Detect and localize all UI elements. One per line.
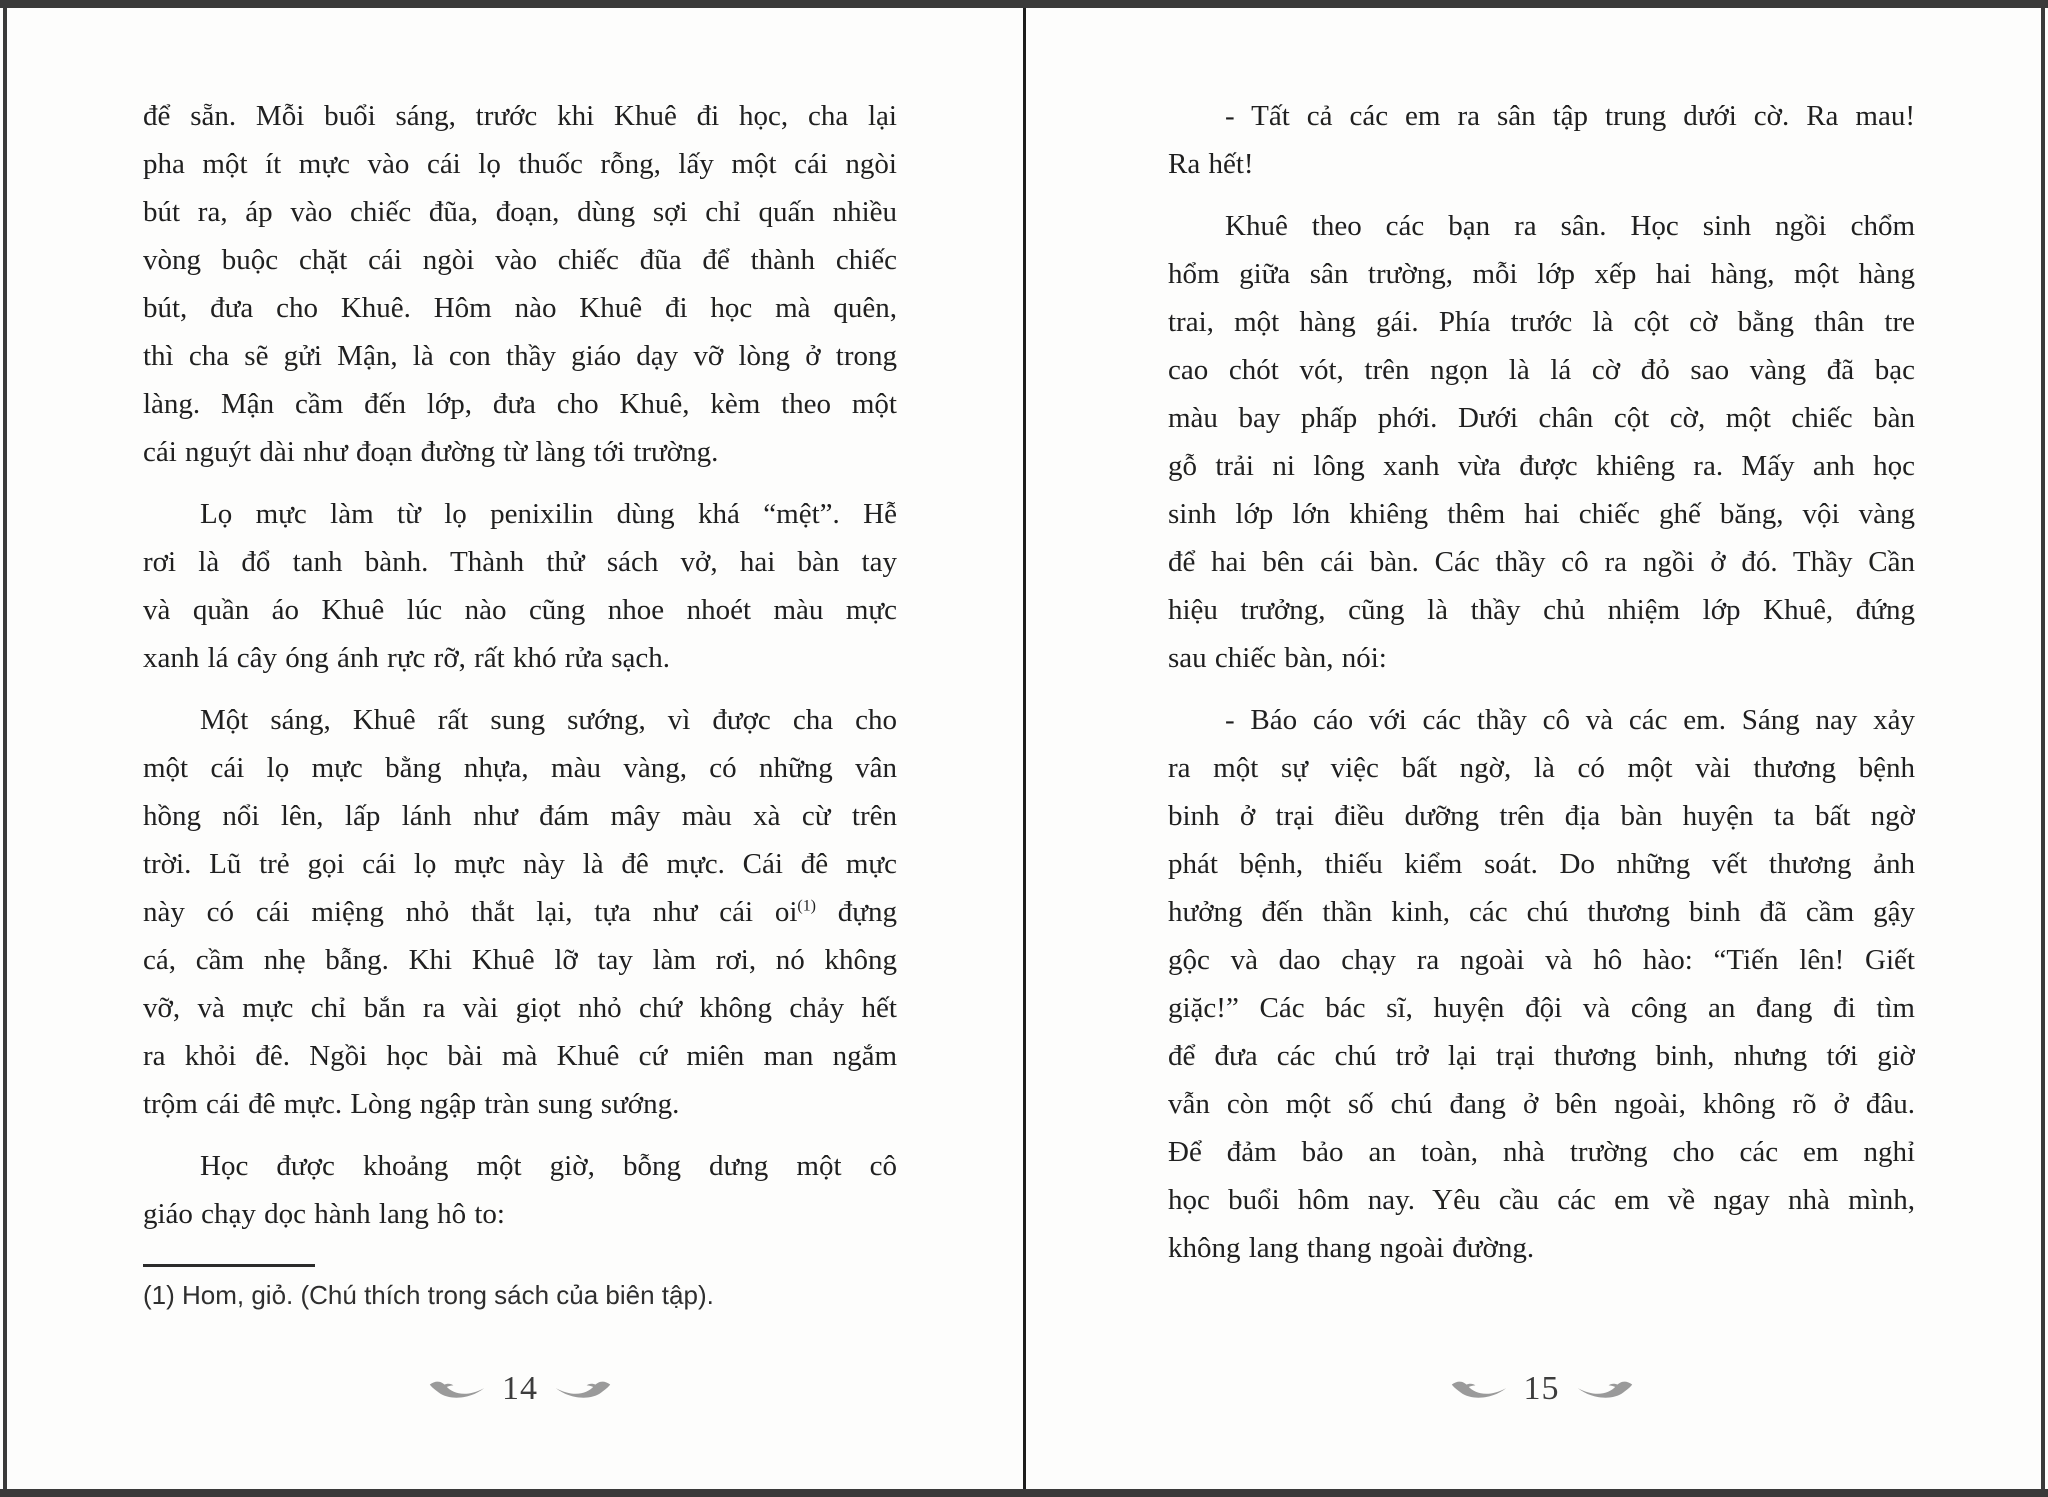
text-line: Để đảm bảo an toàn, nhà trường cho các em nghỉ — [1168, 1136, 1915, 1168]
text-line: để hai bên cái bàn. Các thầy cô ra ngồi ở đó. Thầy Cần — [1168, 546, 1915, 578]
text-line: không lang thang ngoài đường. — [1168, 1232, 1535, 1264]
text-line: cao chót vót, trên ngọn là lá cờ đỏ sao vàng đã bạc — [1168, 354, 1915, 386]
text-line: để đưa các chú trở lại trại thương binh, nhưng tới giờ — [1168, 1040, 1915, 1072]
text-line: Ra hết! — [1168, 148, 1254, 180]
flourish-icon — [1450, 1378, 1508, 1400]
text-line: sau chiếc bàn, nói: — [1168, 642, 1387, 674]
text-line: ra một sự việc bất ngờ, là có một vài thương bệnh — [1168, 752, 1915, 784]
flourish-icon — [428, 1378, 486, 1400]
text-line: phát bệnh, thiếu kiểm soát. Do những vết thương ảnh — [1168, 848, 1915, 880]
paragraph — [143, 1142, 897, 1238]
paragraph — [143, 490, 897, 682]
text-line: để sẵn. Mỗi buổi sáng, trước khi Khuê đi học, cha lại — [143, 100, 897, 132]
page-number: 14 — [502, 1370, 538, 1407]
footnote: (1) Hom, giỏ. (Chú thích trong sách của biên tập). — [143, 1280, 714, 1310]
page-number-right — [1168, 1372, 1915, 1406]
paragraph — [143, 696, 897, 1128]
text-line: vòng buộc chặt cái ngòi vào chiếc đũa để thành chiếc — [143, 244, 897, 276]
page-divider-line — [1023, 8, 1026, 1489]
text-line: hưởng đến thần kinh, các chú thương binh đã cầm gậy — [1168, 896, 1915, 928]
footnote-ref: (1) — [797, 897, 816, 915]
text-line: thì cha sẽ gửi Mận, là con thầy giáo dạy vỡ lòng ở trong — [143, 340, 897, 372]
frame-bottom-line — [0, 1489, 2048, 1497]
text-line: giáo chạy dọc hành lang hô to: — [143, 1198, 505, 1230]
paragraph — [143, 92, 897, 476]
text-line: học buổi hôm nay. Yêu cầu các em về ngay nhà mình, — [1168, 1184, 1915, 1216]
text-line: Lọ mực làm từ lọ penixilin dùng khá “mệt”. Hễ — [200, 498, 897, 530]
text-line: gỗ trải ni lông xanh vừa được khiêng ra. Mấy anh học — [1168, 450, 1915, 482]
text-line: gộc và dao chạy ra ngoài và hô hào: “Tiến lên! Giết — [1168, 944, 1915, 976]
text-line: - Báo cáo với các thầy cô và các em. Sáng nay xảy — [1225, 704, 1915, 736]
paragraph — [1168, 696, 1915, 1272]
text-line: sinh lớp lớn khiêng thêm hai chiếc ghế băng, vội vàng — [1168, 498, 1915, 530]
text-line: một cái lọ mực bằng nhựa, màu vàng, có những vân — [143, 752, 897, 784]
text-line: hồng nổi lên, lấp lánh như đám mây màu xà cừ trên — [143, 800, 897, 832]
text-line: cá, cầm nhẹ bẫng. Khi Khuê lỡ tay làm rơi, nó không — [143, 944, 897, 976]
frame-right-line — [2041, 0, 2045, 1497]
frame-left-line — [3, 0, 7, 1497]
text-line: làng. Mận cầm đến lớp, đưa cho Khuê, kèm theo một — [143, 388, 897, 420]
flourish-icon — [554, 1378, 612, 1400]
page-left-text — [143, 92, 897, 1238]
text-line: trai, một hàng gái. Phía trước là cột cờ bằng thân tre — [1168, 306, 1915, 338]
text-line: vỡ, và mực chỉ bắn ra vài giọt nhỏ chứ không chảy hết — [143, 992, 897, 1024]
frame-top-line — [0, 0, 2048, 8]
text-line: hiệu trưởng, cũng là thầy chủ nhiệm lớp Khuê, đứng — [1168, 594, 1915, 626]
text-line: Khuê theo các bạn ra sân. Học sinh ngồi chổm — [1225, 210, 1915, 242]
flourish-icon — [1576, 1378, 1634, 1400]
text-line: ra khỏi đê. Ngồi học bài mà Khuê cứ miên man ngắm — [143, 1040, 897, 1072]
text-line: này có cái miệng nhỏ thắt lại, tựa như cái $oi^{(1)}$ đựng — [143, 896, 897, 928]
paragraph — [1168, 202, 1915, 682]
text-line: trộm cái đê mực. Lòng ngập tràn sung sướng. — [143, 1088, 680, 1120]
text-line: binh ở trại điều dưỡng trên địa bàn huyện ta bất ngờ — [1168, 800, 1915, 832]
page-number-left — [143, 1372, 897, 1406]
text-line: Học được khoảng một giờ, bỗng dưng một cô — [200, 1150, 897, 1182]
page-right-text — [1168, 92, 1915, 1272]
text-line: màu bay phấp phới. Dưới chân cột cờ, một chiếc bàn — [1168, 402, 1915, 434]
text-line: rơi là đổ tanh bành. Thành thử sách vở, hai bàn tay — [143, 546, 897, 578]
text-line: vẫn còn một số chú đang ở bên ngoài, không rõ ở đâu. — [1168, 1088, 1915, 1120]
page-number: 15 — [1523, 1370, 1560, 1407]
text-line: xanh lá cây óng ánh rực rỡ, rất khó rửa sạch. — [143, 642, 671, 674]
text-line: giặc!” Các bác sĩ, huyện đội và công an đang đi tìm — [1168, 992, 1915, 1024]
text-line: bút, đưa cho Khuê. Hôm nào Khuê đi học mà quên, — [143, 292, 897, 324]
text-line: hổm giữa sân trường, mỗi lớp xếp hai hàng, một hàng — [1168, 258, 1915, 290]
text-line: và quần áo Khuê lúc nào cũng nhoe nhoét màu mực — [143, 594, 897, 626]
text-line: - Tất cả các em ra sân tập trung dưới cờ. Ra mau! — [1225, 100, 1915, 132]
text-line: Một sáng, Khuê rất sung sướng, vì được cha cho — [200, 704, 897, 736]
text-line: pha một ít mực vào cái lọ thuốc rỗng, lấy một cái ngòi — [143, 148, 897, 180]
footnote-rule — [143, 1264, 315, 1267]
text-line: trời. Lũ trẻ gọi cái lọ mực này là đê mực. Cái đê mực — [143, 848, 897, 880]
paragraph — [1168, 92, 1915, 188]
text-line: bút ra, áp vào chiếc đũa, đoạn, dùng sợi chỉ quấn nhiều — [143, 196, 897, 228]
text-line: cái nguýt dài như đoạn đường từ làng tới trường. — [143, 436, 719, 468]
